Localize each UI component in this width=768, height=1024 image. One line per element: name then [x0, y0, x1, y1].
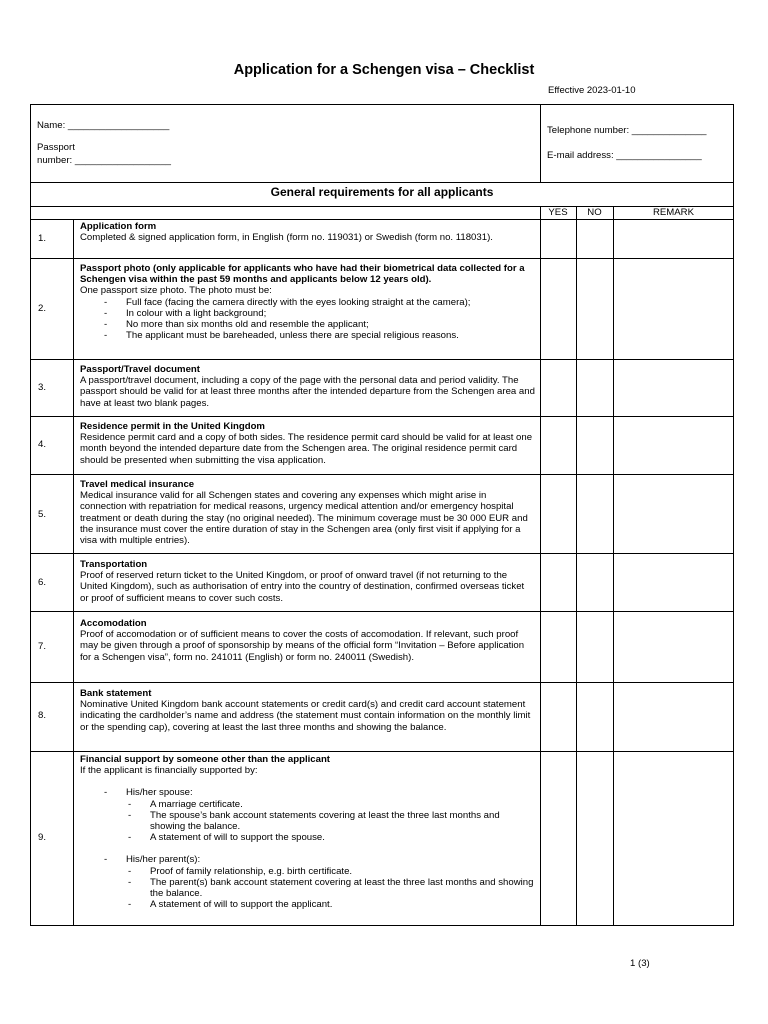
telephone-field[interactable]: Telephone number: ______________ — [547, 125, 707, 136]
section-title: General requirements for all applicants — [270, 185, 494, 199]
row-divider — [30, 553, 734, 554]
requirement-title: Accomodation — [80, 618, 147, 629]
list-item: - The applicant must be bareheaded, unless there are special religious reasons. — [80, 330, 535, 341]
row-number: 4. — [38, 439, 47, 450]
requirement-text: Nominative United Kingdom bank account statements or credit card(s) and credit card account statement indicating the cardholder’s name and address (the statement must contain information on the monthly limit or the spending cap), covering at least the last three months and showing the balance. — [80, 699, 531, 733]
row-number: 2. — [38, 303, 47, 314]
requirement-title: Bank statement — [80, 688, 152, 699]
row-divider — [30, 258, 734, 259]
column-line — [613, 206, 614, 926]
requirement-cell — [80, 364, 535, 409]
list-item: - In colour with a light background; — [80, 308, 535, 319]
requirement-title: Financial support by someone other than the applicant — [80, 754, 330, 765]
row-number: 8. — [38, 710, 47, 721]
list-item: - No more than six months old and resemble the applicant; — [80, 319, 535, 330]
requirement-text: One passport size photo. The photo must be: — [80, 285, 272, 297]
list-item: - A statement of will to support the applicant. — [80, 899, 535, 910]
row-divider — [30, 682, 734, 683]
requirement-title: Transportation — [80, 559, 148, 570]
list-item: - A marriage certificate. — [80, 799, 535, 810]
row-number: 9. — [38, 832, 47, 843]
passport-number-field[interactable]: number: __________________ — [37, 155, 171, 166]
row-divider — [30, 751, 734, 752]
col-header-no: NO — [587, 207, 602, 218]
row-number: 3. — [38, 382, 47, 393]
list-item: - A statement of will to support the spouse. — [80, 832, 535, 843]
requirement-cell — [80, 688, 535, 733]
requirement-cell — [80, 618, 535, 663]
requirement-title: Travel medical insurance — [80, 479, 195, 490]
requirement-text: Proof of accomodation or of sufficient means to cover the costs of accomodation. If relevant, such proof may be given through a proof of sponsorship by means of the official form “Invitation – Before application for a Schengen visa”, form no. 241011 (English) or form no. 240011 (Swedish). — [80, 629, 525, 663]
requirement-cell — [80, 421, 535, 466]
requirement-cell — [80, 754, 535, 910]
row-divider — [30, 474, 734, 475]
requirement-cell — [80, 221, 535, 243]
row-divider — [30, 611, 734, 612]
requirement-cell — [80, 263, 535, 341]
row-number: 5. — [38, 509, 47, 520]
row-number: 1. — [38, 233, 47, 244]
requirement-title: Residence permit in the United Kingdom — [80, 421, 265, 432]
requirement-text: Medical insurance valid for all Schengen states and covering any expenses which might arise in connection with repatriation for medical reasons, urgency medical attention and/or emergency hospital treatment or death during the stay (no original needed). The minimum coverage must be 30 000 EUR and the insurance must cover the entire duration of stay in the Schengen area (only first visit if applying for a visa with multiple entries). — [80, 490, 528, 547]
column-line — [576, 206, 577, 926]
divider — [30, 182, 734, 183]
list-item: - The spouse’s bank account statements covering at least the three last months and showing the balance. — [80, 810, 535, 832]
col-header-remark: REMARK — [652, 207, 695, 218]
requirement-text: Completed & signed application form, in English (form no. 119031) or Swedish (form no. 118031). — [80, 232, 493, 244]
divider — [30, 219, 734, 220]
column-line — [73, 219, 74, 926]
row-number: 6. — [38, 577, 47, 588]
list-item: - The parent(s) bank account statement covering at least the three last months and showing the balance. — [80, 877, 535, 899]
column-line — [540, 206, 541, 926]
passport-label: Passport — [37, 142, 75, 153]
list-item: - His/her spouse: — [80, 787, 535, 798]
page-number: 1 (3) — [630, 958, 650, 969]
document-title: Application for a Schengen visa – Checklist — [233, 62, 535, 78]
col-header-yes: YES — [548, 207, 568, 218]
requirement-cell — [80, 479, 535, 546]
requirement-text: If the applicant is financially supported by: — [80, 765, 258, 777]
requirement-text: A passport/travel document, including a copy of the page with the personal data and period validity. The passport should be valid for at least three months after the intended departure from the Schengen area and have at least two blank pages. — [80, 375, 535, 409]
row-divider — [30, 416, 734, 417]
requirement-cell — [80, 559, 535, 604]
requirement-text: Proof of reserved return ticket to the United Kingdom, or proof of onward travel (if not returning to the United Kingdom), such as authorisation of entry into the country of destination, confirmed overseas ticket or proof of sufficient means to cover such costs. — [80, 570, 525, 604]
name-field[interactable]: Name: ___________________ — [37, 120, 170, 131]
list-item: - Proof of family relationship, e.g. birth certificate. — [80, 866, 535, 877]
email-field[interactable]: E-mail address: ________________ — [547, 150, 702, 161]
requirement-text: Residence permit card and a copy of both sides. The residence permit card should be valid for at least one month beyond the intended departure date from the Schengen area. The original residence permit card should be presented when submitting the visa application. — [80, 432, 533, 466]
requirement-title: Passport/Travel document — [80, 364, 200, 375]
requirement-title: Application form — [80, 221, 157, 232]
requirement-title: Passport photo (only applicable for applicants who have had their biometrical data collected for a Schengen visa within the past 59 months and applicants below 12 years old). — [80, 263, 525, 286]
row-divider — [30, 359, 734, 360]
row-number: 7. — [38, 641, 47, 652]
list-item: - Full face (facing the camera directly with the eyes looking straight at the camera); — [80, 297, 535, 308]
list-item: - His/her parent(s): — [80, 854, 535, 865]
effective-date: Effective 2023-01-10 — [548, 85, 636, 96]
applicant-divider — [540, 104, 541, 182]
